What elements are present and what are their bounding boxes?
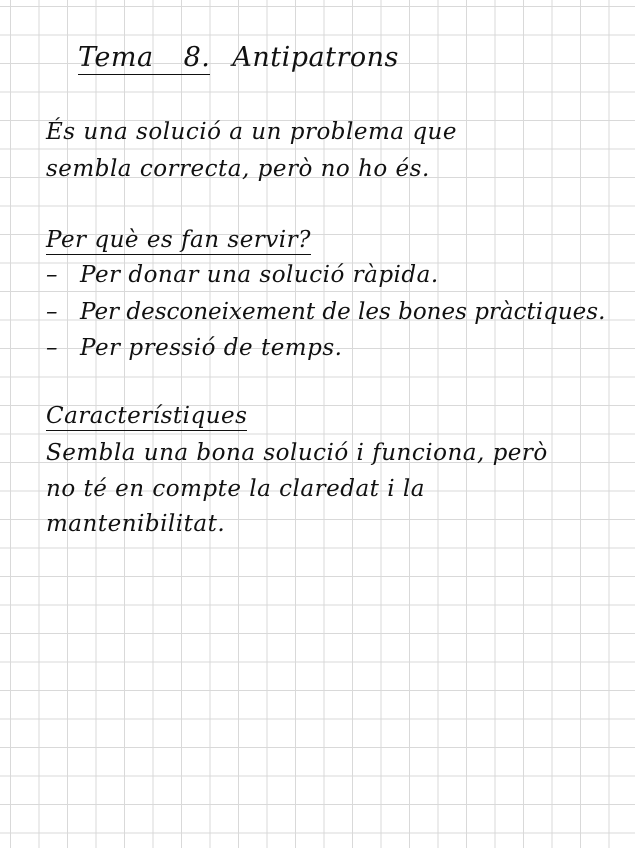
why-item-text: Per pressió de temps.	[80, 335, 343, 361]
why-item-text: Per desconeixement de les bones pràctiques.	[80, 299, 606, 325]
title-number: 8.	[183, 42, 211, 73]
title-topic: Antipatrons	[232, 42, 399, 73]
why-heading	[46, 226, 311, 254]
why-item-text: Per donar una solució ràpida.	[80, 262, 439, 288]
characteristics-heading-text: Característiques	[46, 403, 248, 429]
dash-glyph: –	[46, 262, 58, 288]
title-underlined	[78, 42, 210, 75]
why-item	[46, 261, 439, 289]
characteristics-heading	[46, 402, 247, 430]
characteristics-line-2: no té en compte la claredat i la	[46, 476, 425, 502]
dash-glyph: –	[46, 299, 58, 325]
dash-glyph: –	[46, 335, 58, 361]
characteristics-line-1: Sembla una bona solució i funciona, però	[46, 440, 548, 466]
why-item	[46, 334, 342, 362]
why-heading-text: Per què es fan servir?	[46, 227, 311, 253]
page-title	[78, 44, 399, 72]
characteristics-line-3: mantenibilitat.	[46, 511, 226, 537]
definition-line-2: sembla correcta, però no ho és.	[46, 156, 430, 182]
definition-line-1: És una solució a un problema que	[46, 119, 457, 145]
title-word: Tema	[78, 42, 154, 73]
why-item	[46, 298, 605, 326]
